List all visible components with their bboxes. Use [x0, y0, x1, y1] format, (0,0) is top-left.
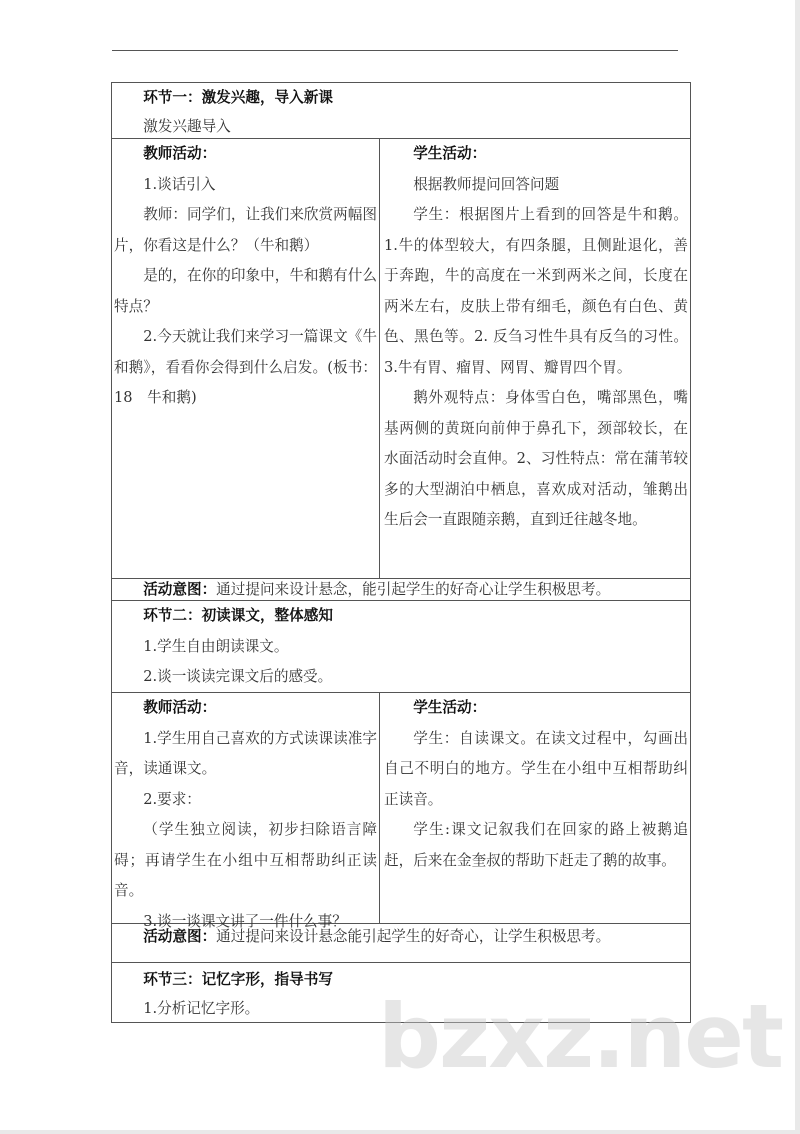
section2-header-row — [112, 601, 690, 693]
student-paragraph: 学生:课文记叙我们在回家的路上被鹅追赶，后来在金奎叔的帮助下赶走了鹅的故事。 — [384, 821, 688, 869]
teacher-paragraph: 教师：同学们，让我们来欣赏两幅图片，你看这是什么？（牛和鹅） — [114, 206, 377, 254]
student-paragraph: 根据教师提问回答问题 — [413, 175, 560, 193]
section2-title: 环节二：初读课文，整体感知 — [143, 607, 333, 624]
teacher-paragraph: 3.谈一谈课文讲了一件什么事？ — [143, 912, 347, 930]
lesson-table — [111, 82, 691, 1023]
intent-text: 通过提问来设计悬念，能引起学生的好奇心让学生积极思考。 — [216, 581, 611, 598]
section2-teacher-cell — [112, 693, 380, 930]
section2-item: 2.谈一谈读完课文后的感受。 — [143, 668, 333, 685]
section2-activity-row — [112, 693, 690, 930]
section1-activity-row — [112, 139, 690, 579]
section1-header-row — [112, 83, 690, 139]
header-rule — [112, 50, 678, 51]
student-paragraph: 学生：自读课文。在读文过程中，勾画出自己不明白的地方。学生在小组中互相帮助纠正读音。 — [384, 729, 688, 808]
section1-subtitle: 激发兴趣导入 — [143, 117, 231, 135]
section3-title: 环节三：记忆字形，指导书写 — [143, 971, 333, 988]
teacher-paragraph: 1.谈话引入 — [143, 175, 216, 193]
student-paragraph: 学生：根据图片上看到的回答是牛和鹅。1.牛的体型较大，有四条腿，且侧趾退化，善于奔跑，牛的高度在一米到两米之间，长度在两米左右，皮肤上带有细毛，颜色有白色、黄色、黑色等。2. 反刍习性牛具有反刍的习性。3.牛有胃、瘤胃、网胃、瓣胃四个胃。 — [384, 206, 688, 376]
intent-label: 活动意图： — [143, 928, 217, 945]
section1-title: 环节一：激发兴趣，导入新课 — [143, 89, 333, 106]
teacher-heading: 教师活动： — [143, 699, 217, 716]
intent-label: 活动意图： — [143, 581, 217, 598]
section1-student-cell — [380, 139, 690, 578]
student-paragraph: 鹅外观特点：身体雪白色，嘴部黑色，嘴基两侧的黄斑向前伸于鼻孔下，颈部较长，在水面活动时会直伸。2、习性特点：常在蒲苇较多的大型湖泊中栖息，喜欢成对活动，雏鹅出生后会一直跟随亲鹅，直到迁往越冬地。 — [384, 389, 688, 528]
section2-intent-row — [112, 924, 690, 963]
teacher-paragraph: 1.学生用自己喜欢的方式读课读准字音，读通课文。 — [114, 729, 377, 777]
section2-student-cell — [380, 693, 690, 923]
teacher-paragraph: 2.今天就让我们来学习一篇课文《牛和鹅》，看看你会得到什么启发。(板书：18 牛和鹅) — [114, 328, 377, 406]
teacher-paragraph: 2.要求： — [143, 790, 201, 808]
teacher-paragraph: （学生独立阅读，初步扫除语言障碍；再请学生在小组中互相帮助纠正读音。 — [114, 821, 377, 899]
watermark: bzxz.net — [378, 985, 783, 1088]
student-heading: 学生活动： — [413, 145, 487, 162]
intent-text: 通过提问来设计悬念能引起学生的好奇心，让学生积极思考。 — [216, 928, 611, 945]
section1-intent-row — [112, 579, 690, 601]
student-heading: 学生活动： — [413, 699, 487, 716]
section1-teacher-cell — [112, 139, 380, 578]
section3-item: 1.分析记忆字形。 — [143, 999, 260, 1017]
teacher-paragraph: 是的，在你的印象中，牛和鹅有什么特点？ — [114, 267, 377, 315]
teacher-heading: 教师活动： — [143, 145, 217, 162]
section2-item: 1.学生自由朗读课文。 — [143, 637, 289, 655]
